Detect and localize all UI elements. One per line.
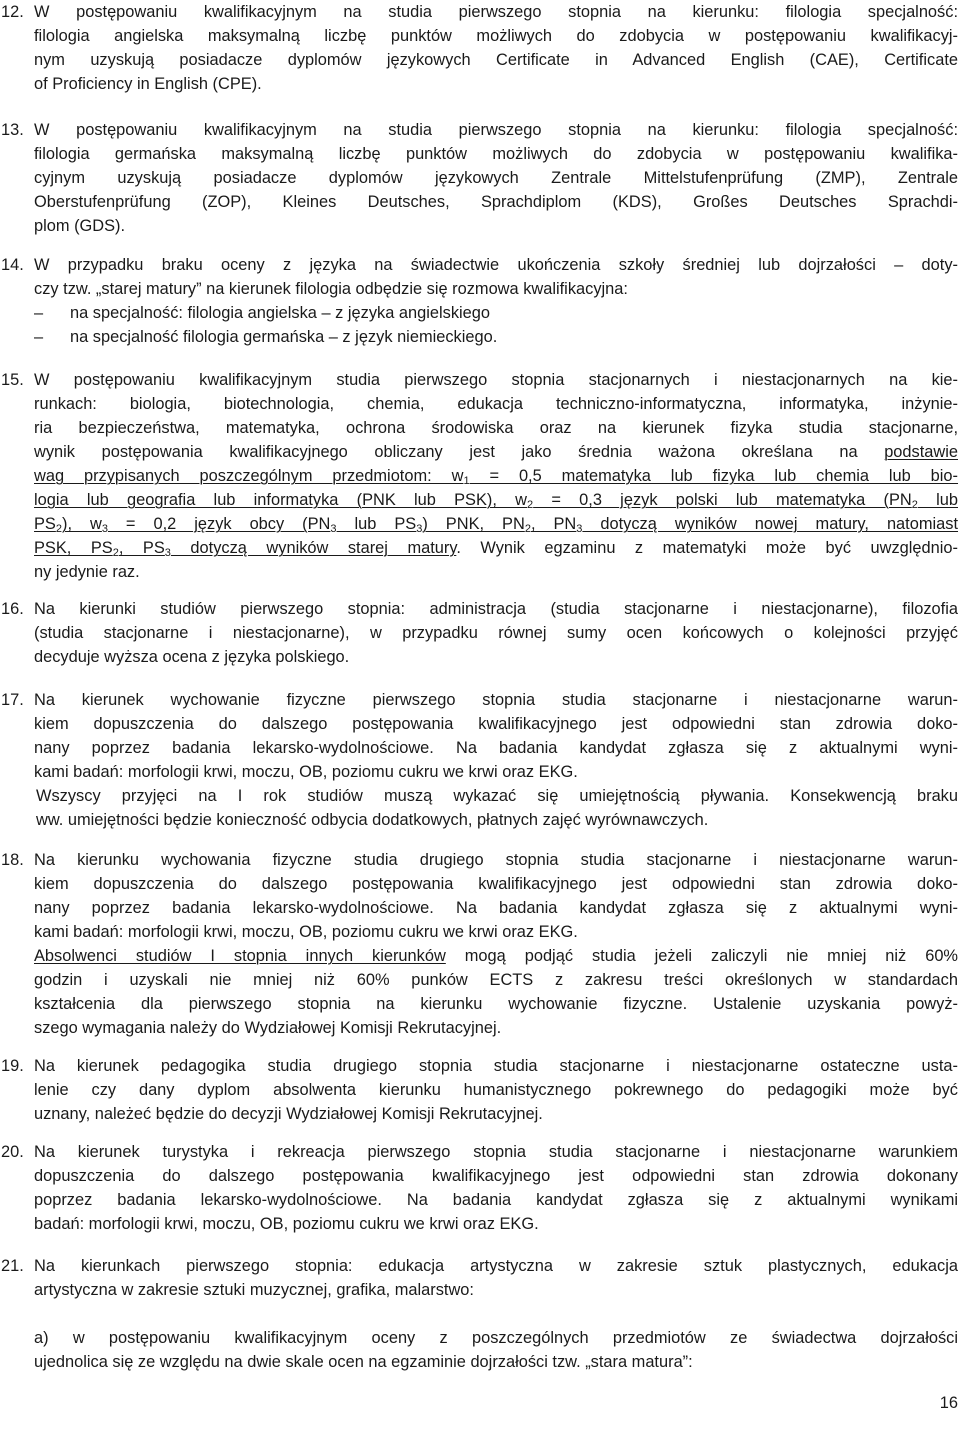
paragraph-number: 15. xyxy=(1,371,24,389)
paragraph-text xyxy=(34,368,958,584)
text-line: W postępowaniu kwalifikacyjnym studia pierwszego stopnia stacjonarnych i niestacjonarnych na kie- xyxy=(34,371,958,389)
text-line: lenie czy dany dyplom absolwenta kierunku humanistycznego pokrewnego do pedagogiki może być xyxy=(34,1081,958,1099)
text-line: runkach: biologia, biotechnologia, chemia, edukacja techniczno-informatyczna, informatyka, inżynie- xyxy=(34,395,958,413)
text-line: dopuszczenia do dalszego postępowania kwalifikacyjnego jest odpowiedni stan zdrowia dokonany xyxy=(34,1167,958,1185)
dash-bullet-icon: – xyxy=(34,304,44,322)
paragraph-text xyxy=(34,848,958,1040)
text-line: kiem dopuszczenia do dalszego postępowania kwalifikacyjnego jest odpowiedni stan zdrowia doko- xyxy=(34,875,958,893)
text-line: Na kierunki studiów pierwszego stopnia: administracja (studia stacjonarne i niestacjonarne), filozofia xyxy=(34,600,958,618)
text-line: nym uzyskują posiadacze dyplomów językowych Certificate in Advanced English (CAE), Certificate xyxy=(34,51,958,69)
text-line: ww. umiejętności będzie konieczność odbycia dodatkowych, płatnych zajęć wyrównawczych. xyxy=(36,811,709,829)
text-line: decyduje wyższa ocena z języka polskiego. xyxy=(34,648,350,666)
paragraph-number: 17. xyxy=(1,691,24,709)
text-line: Absolwenci studiów I stopnia innych kierunków mogą podjąć studia jeżeli zaliczyli nie mniej niż 60% xyxy=(34,947,959,965)
paragraph-text xyxy=(34,118,958,238)
text-line: artystyczna w zakresie sztuki muzycznej, grafika, malarstwo: xyxy=(34,1281,474,1299)
text-line: logia lub geografia lub informatyka (PNK lub PSK), $w_2 = 0,3$ język polski lub matematyka ($PN_2$ lub xyxy=(34,491,958,511)
text-line: Na kierunkach pierwszego stopnia: edukacja artystyczna w zakresie sztuk plastycznych, edukacja xyxy=(34,1257,958,1275)
paragraph-text xyxy=(34,597,958,669)
text-line: ria bezpieczeństwa, matematyka, ochrona środowiska oraz na kierunek fizyka studia stacjonarne, xyxy=(34,419,958,437)
text-line: kami badań: morfologii krwi, moczu, OB, poziomu cukru we krwi oraz EKG. xyxy=(34,923,578,941)
paragraph-number: 13. xyxy=(1,121,24,139)
paragraph-text xyxy=(34,0,958,96)
text-line: a) w postępowaniu kwalifikacyjnym oceny z poszczególnych przedmiotów ze świadectwa dojrzałości xyxy=(34,1329,958,1347)
paragraph-text xyxy=(34,1054,958,1126)
sub-paragraph-a xyxy=(34,1326,958,1374)
text-line: kiem dopuszczenia do dalszego postępowania kwalifikacyjnego jest odpowiedni stan zdrowia doko- xyxy=(34,715,958,733)
dash-bullet-icon: – xyxy=(34,328,44,346)
text-line: (studia stacjonarne i niestacjonarne), w przypadku równej sumy ocen końcowych o kolejności przyjęć xyxy=(34,624,958,642)
text-line: of Proficiency in English (CPE). xyxy=(34,75,262,93)
text-line: kami badań: morfologii krwi, moczu, OB, poziomu cukru we krwi oraz EKG. xyxy=(34,763,578,781)
paragraph-number: 19. xyxy=(1,1057,24,1075)
text-line: Na kierunku wychowania fizyczne studia drugiego stopnia studia stacjonarne i niestacjonarne warun- xyxy=(34,851,958,869)
text-line: nany poprzez badania lekarsko-wydolnościowe. Na badania kandydat zgłasza się z aktualnymi wyni- xyxy=(34,739,958,757)
paragraph-text xyxy=(34,688,958,832)
list-item: na specjalność filologia germańska – z język niemieckiego. xyxy=(70,328,498,346)
text-line: plom (GDS). xyxy=(34,217,126,235)
text-line: W przypadku braku oceny z języka na świadectwie ukończenia szkoły średniej lub dojrzałości – doty- xyxy=(34,256,958,274)
paragraph-number: 18. xyxy=(1,851,24,869)
text-line: nany poprzez badania lekarsko-wydolnościowe. Na badania kandydat zgłasza się z aktualnymi wyni- xyxy=(34,899,958,917)
paragraph-number: 21. xyxy=(1,1257,24,1275)
text-line: Wszyscy przyjęci na I rok studiów muszą wykazać się umiejętnością pływania. Konsekwencją braku xyxy=(36,787,958,805)
text-line: Na kierunek turystyka i rekreacja pierwszego stopnia studia stacjonarne i niestacjonarne warunkiem xyxy=(34,1143,958,1161)
text-line: ny jedynie raz. xyxy=(34,563,140,581)
text-line: Oberstufenprüfung (ZOP), Kleines Deutsches, Sprachdiplom (KDS), Großes Deutsches Sprachdi- xyxy=(34,193,958,211)
paragraph-text xyxy=(34,1254,958,1302)
paragraph-text xyxy=(34,1140,958,1236)
text-line: filologia angielska maksymalną liczbę punktów możliwych do zdobycia w postępowaniu kwalifikacyj- xyxy=(34,27,958,45)
text-line: godzin i uzyskali nie mniej niż 60% punków ECTS z zakresu treści określonych w standardach xyxy=(34,971,958,989)
text-line: szego wymagania należy do Wydziałowej Komisji Rekrutacyjnej. xyxy=(34,1019,502,1037)
text-line: czy tzw. „starej matury” na kierunek filologia odbędzie się rozmowa kwalifikacyjna: xyxy=(34,280,628,298)
text-line: W postępowaniu kwalifikacyjnym na studia pierwszego stopnia na kierunku: filologia specjalność: xyxy=(34,121,958,139)
page-number: 16 xyxy=(939,1394,958,1412)
text-line: filologia germańska maksymalną liczbę punktów możliwych do zdobycia w postępowaniu kwalifika- xyxy=(34,145,958,163)
text-line: Na kierunek pedagogika studia drugiego stopnia studia stacjonarne i niestacjonarne ostateczne usta- xyxy=(34,1057,958,1075)
text-line: W postępowaniu kwalifikacyjnym na studia pierwszego stopnia na kierunku: filologia specjalność: xyxy=(34,3,958,21)
paragraph-text xyxy=(34,253,958,301)
text-line: cyjnym uzyskują posiadacze dyplomów językowych Zentrale Mittelstufenprüfung (ZMP), Zentrale xyxy=(34,169,958,187)
paragraph-number: 14. xyxy=(1,256,24,274)
text-line: ujednolica się ze względu na dwie skale ocen na egzaminie dojrzałości tzw. „stara matura”: xyxy=(34,1353,693,1371)
text-line: wynik postępowania kwalifikacyjnego obliczany jest jako średnia ważona określana na podstawie xyxy=(34,443,958,461)
text-line: PSK, $PS_2$, $PS_3$ dotyczą wyników starej matury. Wynik egzaminu z matematyki może być uwzględnio- xyxy=(34,539,958,559)
text-line: badań: morfologii krwi, moczu, OB, poziomu cukru we krwi oraz EKG. xyxy=(34,1215,539,1233)
list-item: na specjalność: filologia angielska – z języka angielskiego xyxy=(70,304,491,322)
text-line: Na kierunek wychowanie fizyczne pierwszego stopnia studia stacjonarne i niestacjonarne warun- xyxy=(34,691,958,709)
text-line: uznany, należeć będzie do decyzji Wydziałowej Komisji Rekrutacyjnej. xyxy=(34,1105,543,1123)
text-line: poprzez badania lekarsko-wydolnościowe. Na badania kandydat zgłasza się z aktualnymi wynikami xyxy=(34,1191,958,1209)
paragraph-number: 16. xyxy=(1,600,24,618)
paragraph-number: 12. xyxy=(1,3,24,21)
text-line: $PS_2$), $w_3 = 0,2$ język obcy ($PN_3$ lub $PS_3$) PNK, $PN_2$, $PN_3$ dotyczą wyników nowej matury, natomiast xyxy=(34,515,959,535)
text-line: wag przypisanych poszczególnym przedmiotom: $w_1 = 0,5$ matematyka lub fizyka lub chemia lub bio- xyxy=(34,467,959,487)
paragraph-number: 20. xyxy=(1,1143,24,1161)
text-line: kształcenia dla pierwszego stopnia na kierunku wychowanie fizyczne. Ustalenie uzyskania powyż- xyxy=(34,995,958,1013)
